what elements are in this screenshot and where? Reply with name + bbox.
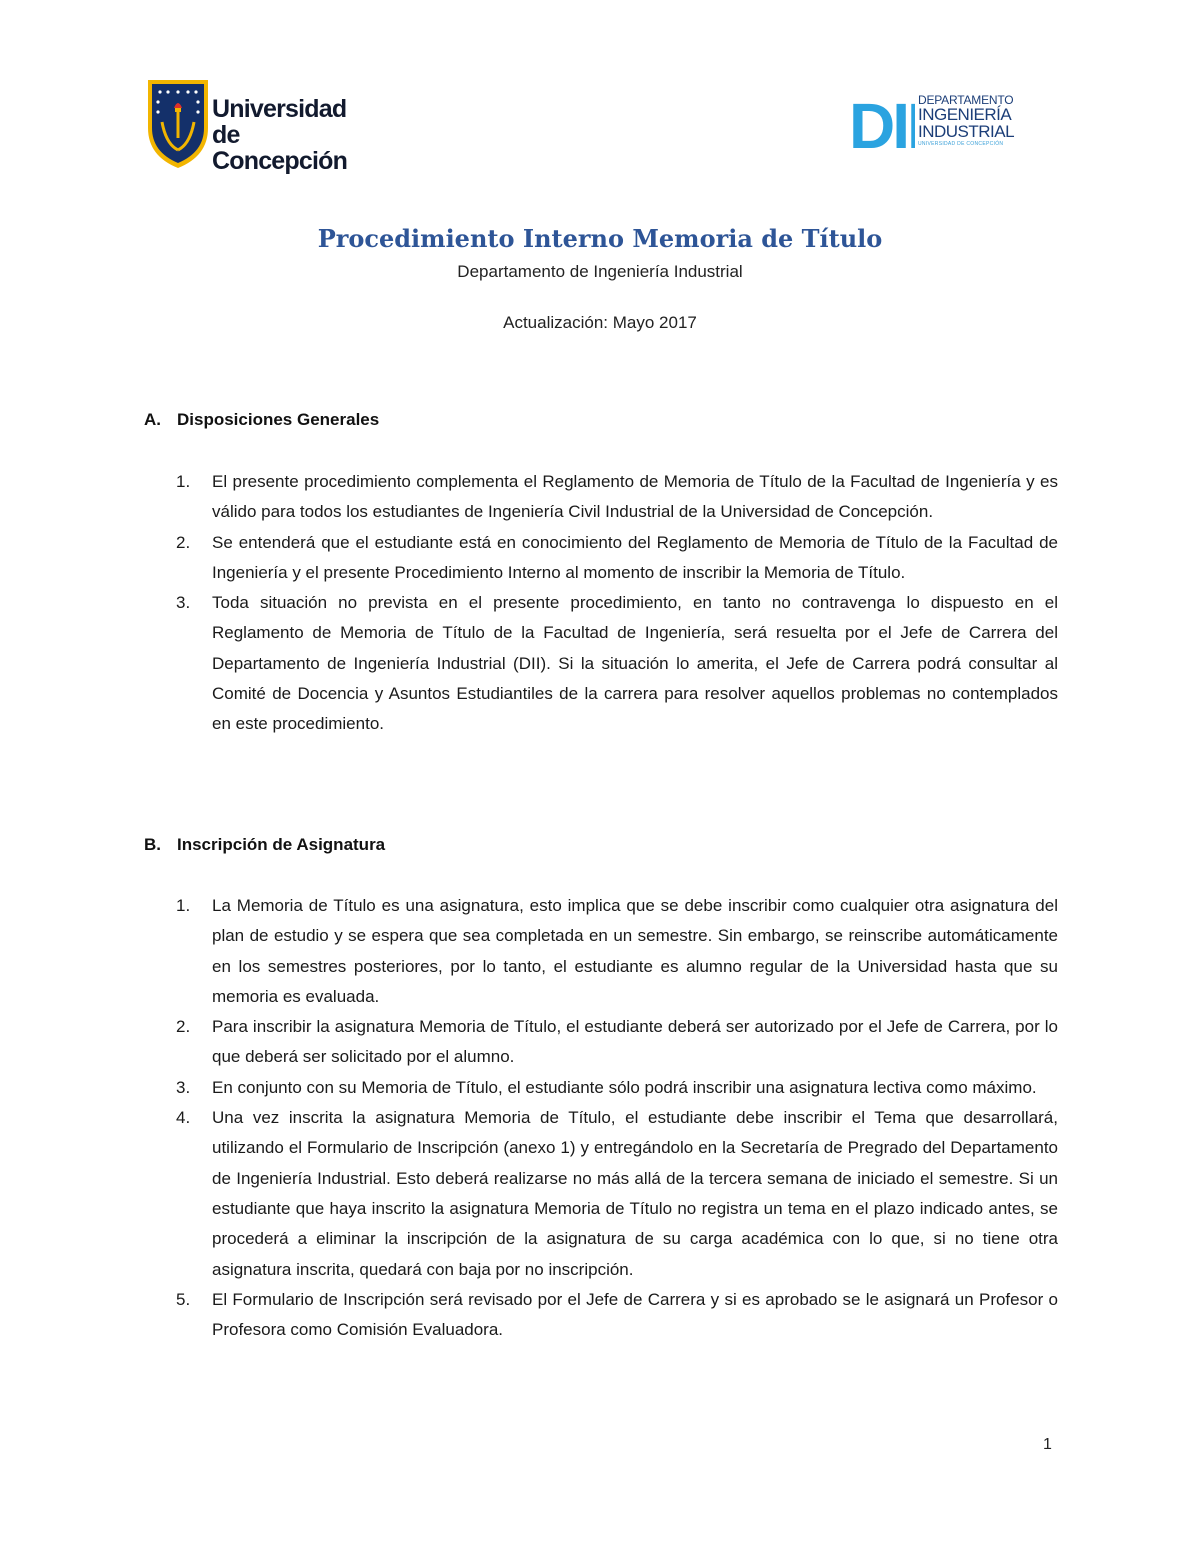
university-logo-line-1: Universidad xyxy=(212,95,347,123)
list-item xyxy=(176,467,1058,528)
section-title: Inscripción de Asignatura xyxy=(177,835,386,854)
list-item xyxy=(176,1012,1058,1073)
item-number: 3. xyxy=(176,1077,191,1097)
item-number: 4. xyxy=(176,1108,191,1128)
department-logo xyxy=(849,92,1015,156)
university-logo-line-2: de Concepción xyxy=(212,121,348,175)
department-logo-line-1: DEPARTAMENTO xyxy=(918,93,1014,107)
section-heading-a xyxy=(144,410,379,430)
item-text: Se entenderá que el estudiante está en conocimiento del Reglamento de Memoria de Título de la Facultad de Ingeniería y el presente Procedimiento Interno al momento de inscribir la Memoria de Título. xyxy=(212,532,1058,582)
department-logo-line-3: INDUSTRIAL xyxy=(918,122,1015,141)
university-logo xyxy=(146,78,356,175)
item-text: Una vez inscrita la asignatura Memoria de Título, el estudiante debe inscribir el Tema que desarrollará, utilizando el Formulario de Inscripción (anexo 1) y entregándolo en la Secretaría de Pregrado del Departamento de Ingeniería Industrial. Esto deberá realizarse no más allá de la tercera semana de iniciado el semestre. Si un estudiante que haya inscrito la asignatura Memoria de Título no registra un tema en el plazo indicado antes, se procederá a eliminar la inscripción de la asignatura de su carga académica con lo que, si no tiene otra asignatura inscrita, quedará con baja por no inscripción. xyxy=(212,1108,1058,1279)
item-text: El Formulario de Inscripción será revisado por el Jefe de Carrera y si es aprobado se le asignará un Profesor o Profesora como Comisión Evaluadora. xyxy=(212,1289,1058,1340)
department-logo-line-2: INGENIERÍA xyxy=(918,105,1012,124)
document-title: Procedimiento Interno Memoria de Título xyxy=(317,224,883,253)
item-text: Para inscribir la asignatura Memoria de Título, el estudiante deberá ser autorizado por el Jefe de Carrera, por lo que deberá ser solicitado por el alumno. xyxy=(212,1017,1058,1067)
dii-mark-icon xyxy=(849,92,915,152)
list-item xyxy=(176,528,1058,589)
list-item xyxy=(176,588,1058,739)
item-number: 2. xyxy=(176,1017,191,1037)
list-item xyxy=(176,891,1058,1012)
department-logo-line-4: UNIVERSIDAD DE CONCEPCIÓN xyxy=(918,141,1004,147)
item-text: Toda situación no prevista en el presente procedimiento, en tanto no contravenga lo dispuesto en el Reglamento de Memoria de Título de la Facultad de Ingeniería, será resuelta por el Jefe de Carrera del Departamento de Ingeniería Industrial (DII). Si la situación lo amerita, el Jefe de Carrera podrá consultar al Comité de Docencia y Asuntos Estudiantiles de la carrera para resolver aquellos problemas no contemplados en este procedimiento. xyxy=(212,593,1058,734)
item-number: 3. xyxy=(176,593,191,613)
update-date: Actualización: Mayo 2017 xyxy=(503,313,697,332)
list-item xyxy=(176,1285,1058,1346)
list-item xyxy=(176,1073,1058,1103)
item-number: 5. xyxy=(176,1289,191,1309)
section-heading-b xyxy=(144,835,385,855)
section-title: Disposiciones Generales xyxy=(177,410,380,429)
item-text: En conjunto con su Memoria de Título, el estudiante sólo podrá inscribir una asignatura lectiva como máximo. xyxy=(212,1077,1037,1097)
section-b-list xyxy=(176,891,1058,1345)
item-number: 1. xyxy=(176,472,191,491)
item-number: 1. xyxy=(176,896,191,915)
section-letter: A. xyxy=(144,410,161,429)
page-number: 1 xyxy=(1043,1436,1052,1453)
item-text: La Memoria de Título es una asignatura, esto implica que se debe inscribir como cualquier otra asignatura del plan de estudio y se espera que sea completada en un semestre. Sin embargo, se reinscribe automáticamente en los semestres posteriores, por lo tanto, el estudiante es alumno regular de la Universidad hasta que su memoria es evaluada. xyxy=(212,896,1058,1006)
item-number: 2. xyxy=(176,532,191,552)
dii-mark-text: DII xyxy=(849,92,915,152)
section-a-list xyxy=(176,467,1058,740)
item-text: El presente procedimiento complementa el Reglamento de Memoria de Título de la Facultad de Ingeniería y es válido para todos los estudiantes de Ingeniería Civil Industrial de la Universidad de Concepción. xyxy=(212,472,1058,522)
document-subtitle: Departamento de Ingeniería Industrial xyxy=(457,262,743,281)
list-item xyxy=(176,1103,1058,1285)
section-letter: B. xyxy=(144,835,161,854)
university-shield-icon xyxy=(146,78,216,170)
